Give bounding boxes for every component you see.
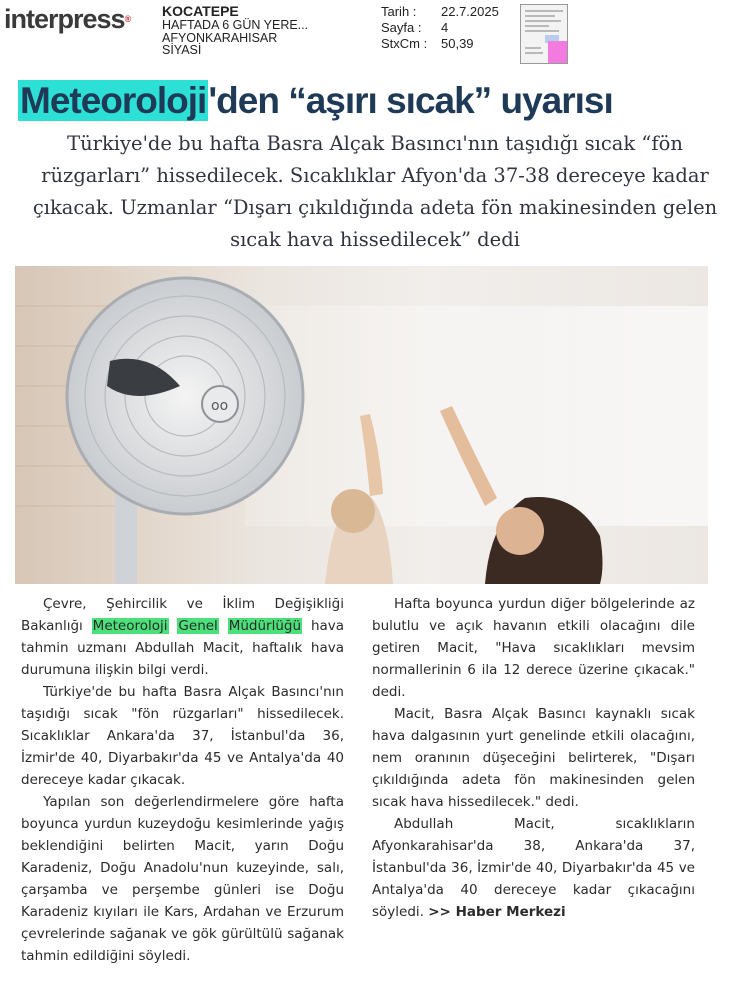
paragraph-4: Hafta boyunca yurdun diğer bölgelerinde az bulutlu ve açık havanın etkili olacağını dile getiren Macit, "Hava sıcaklıkları mevsim normallerinin 6 ila 12 derece üzerine çıkacak." dedi. — [372, 596, 695, 700]
headline — [18, 76, 718, 126]
article-column-1 — [21, 593, 344, 967]
svg-text:oo: oo — [211, 398, 229, 414]
page-thumbnail[interactable] — [520, 4, 568, 64]
paragraph-3: Yapılan son değerlendirmelere göre hafta boyunca yurdun kuzeydoğu kesimlerinde yağış beklendiğini belirten Macit, yarın Doğu Karadeniz, Doğu Anadolu'nun kuzeyinde, salı, çarşamba ve perşembe günleri ise Doğu Karadeniz kıyıları ile Kars, Ardahan ve Erzurum çevrelerinde sağanak ve gök gürültülü sağanak tahmin edildiğini söyledi. — [21, 794, 344, 964]
publication-name: KOCATEPE — [162, 3, 239, 19]
clip-city: AFYONKARAHISAR — [162, 30, 278, 45]
paragraph-6: Abdullah Macit, sıcaklıkların Afyonkarahisar'da 38, Ankara'da 37, İstanbul'da 36, İzmir'de 40, Diyarbakır'da 45 ve Antalya'da 40 dereceye kadar çıkacağını söyledi. >> Haber Merkezi — [372, 816, 695, 920]
byline: >> Haber Merkezi — [428, 904, 566, 920]
interpress-logo: interpress® — [4, 4, 131, 34]
keyword-highlight-meteoroloji: Meteoroloji — [92, 618, 168, 634]
article-photo — [15, 266, 708, 584]
clip-section: SİYASİ — [162, 43, 202, 57]
clip-title: HAFTADA 6 GÜN YERE... — [162, 18, 309, 32]
paragraph-1: Çevre, Şehircilik ve İklim Değişikliği Bakanlığı Meteoroloji Genel Müdürlüğü hava tahmin uzmanı Abdullah Macit, haftalık hava durumuna ilişkin bilgi verdi. — [21, 596, 345, 678]
headline-highlight: Meteoroloji — [20, 80, 207, 121]
article-column-2 — [372, 593, 695, 923]
fan-photo-illustration — [15, 266, 708, 584]
clip-meta — [381, 4, 499, 52]
meta-date: Tarih : 22.7.2025 — [381, 4, 499, 19]
keyword-highlight-mudurlugu: Müdürlüğü — [228, 618, 302, 634]
keyword-highlight-genel: Genel — [178, 618, 218, 634]
publication-info — [162, 4, 308, 57]
meta-page: Sayfa : 4 — [381, 20, 449, 35]
paragraph-5: Macit, Basra Alçak Basıncı kaynaklı sıcak hava dalgasının yurt genelinde etkili olacağını, nem oranının düşeceğini belirterek, "Dışarı çıkıldığında adeta fön makinesinden gelen sıcak hava hissedilecek." dedi. — [372, 706, 695, 810]
paragraph-2: Türkiye'de bu hafta Basra Alçak Basıncı'nın taşıdığı sıcak "fön rüzgarları" hissedilecek. Sıcaklıklar Ankara'da 37, İstanbul'da 36, İzmir'de 40, Diyarbakır'da 45 ve Antalya'da 40 dereceye kadar çıkacak. — [21, 684, 344, 788]
headline-rest: 'den “aşırı sıcak” uyarısı — [208, 80, 613, 121]
subheadline: Türkiye'de bu hafta Basra Alçak Basıncı'nın taşıdığı sıcak “fön rüzgarları” hissedilecek. Sıcaklıklar Afyon'da 37-38 dereceye kadar çıkacak. Uzmanlar “Dışarı çıkıldığında adeta fön makinesinden gelen sıcak hava hissedilecek” dedi — [32, 132, 718, 251]
meta-stxcm: StxCm : 50,39 — [381, 36, 474, 51]
